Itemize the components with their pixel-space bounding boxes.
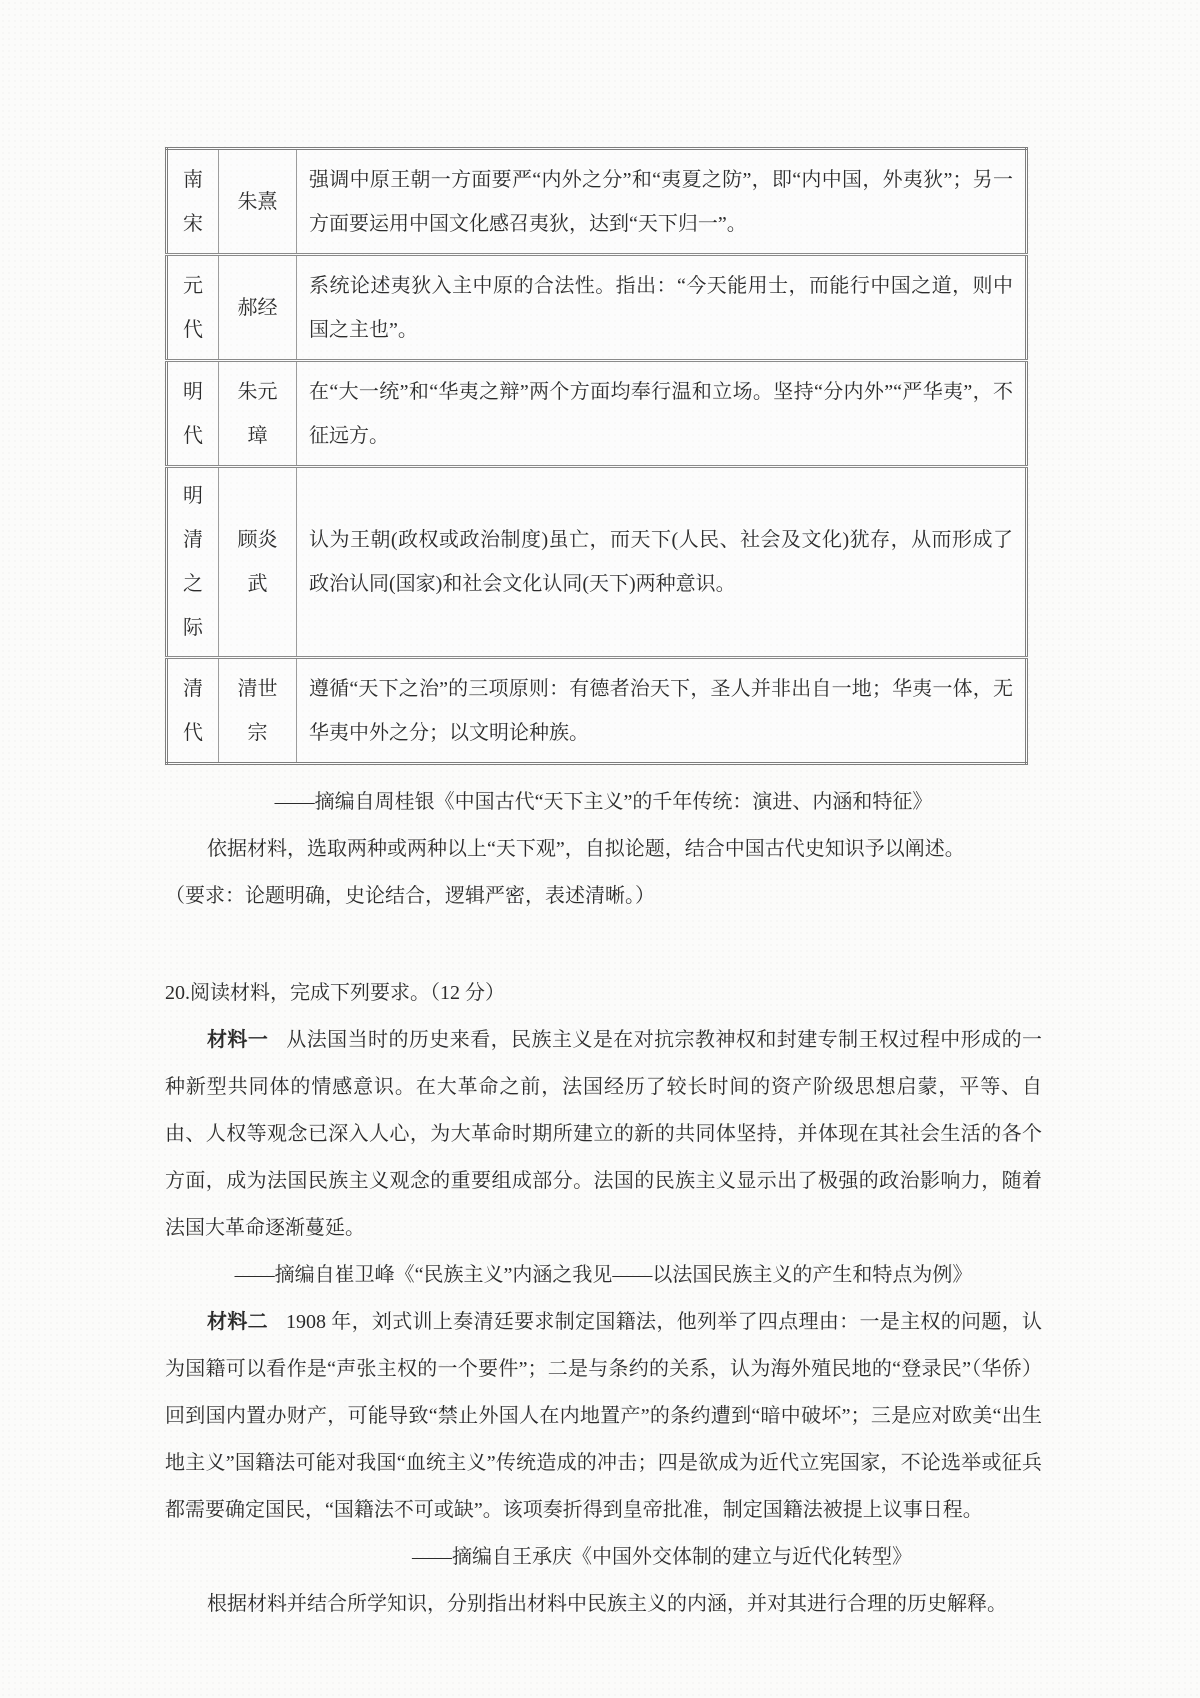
viewpoint-cell: 强调中原王朝一方面要严“内外之分”和“夷夏之防”，即“内中国，外夷狄”；另一方面要运用中国文化感召夷狄，达到“天下归一”。 bbox=[297, 149, 1027, 255]
table-row bbox=[167, 467, 1027, 658]
table-row bbox=[167, 361, 1027, 467]
material2-label: 材料二 bbox=[207, 1311, 268, 1333]
material1-citation: ——摘编自崔卫峰《“民族主义”内涵之我见——以法国民族主义的产生和特点为例》 bbox=[234, 1264, 973, 1286]
question19-task: 依据材料，选取两种或两种以上“天下观”，自拟论题，结合中国古代史知识予以阐述。 bbox=[207, 838, 965, 860]
material1-label: 材料一 bbox=[207, 1029, 269, 1051]
period-cell: 清代 bbox=[183, 677, 203, 744]
question20-stem: 20.阅读材料，完成下列要求。（12 分） bbox=[165, 982, 505, 1004]
person-cell: 朱熹 bbox=[219, 149, 297, 255]
person-cell: 顾炎武 bbox=[219, 467, 297, 658]
question20-task: 根据材料并结合所学知识，分别指出材料中民族主义的内涵，并对其进行合理的历史解释。 bbox=[207, 1593, 1007, 1615]
period-cell: 元代 bbox=[183, 274, 203, 341]
material1-paragraph bbox=[165, 1017, 1042, 1252]
period-cell: 南宋 bbox=[183, 168, 203, 235]
table-row bbox=[167, 255, 1027, 361]
viewpoint-cell: 认为王朝(政权或政治制度)虽亡，而天下(人民、社会及文化)犹存，从而形成了政治认同(国家)和社会文化认同(天下)两种意识。 bbox=[297, 467, 1027, 658]
material2-text: 1908 年，刘式训上奏清廷要求制定国籍法，他列举了四点理由：一是主权的问题，认为国籍可以看作是“声张主权的一个要件”；二是与条约的关系，认为海外殖民地的“登录民”（华侨）回到国内置办财产，可能导致“禁止外国人在内地置产”的条约遭到“暗中破坏”；三是应对欧美“出生地主义”国籍法可能对我国“血统主义”传统造成的冲击；四是欲成为近代立宪国家，不论选举或征兵都需要确定国民，“国籍法不可或缺”。该项奏折得到皇帝批准，制定国籍法被提上议事日程。 bbox=[165, 1311, 1043, 1521]
person-cell: 郝经 bbox=[219, 255, 297, 361]
page-content bbox=[165, 147, 1042, 1628]
viewpoint-cell: 在“大一统”和“华夷之辩”两个方面均奉行温和立场。坚持“分内外”“严华夷”，不征远方。 bbox=[297, 361, 1027, 467]
person-cell: 朱元璋 bbox=[219, 361, 297, 467]
table-source-citation: ——摘编自周桂银《中国古代“天下主义”的千年传统：演进、内涵和特征》 bbox=[274, 791, 933, 813]
person-cell: 清世宗 bbox=[219, 658, 297, 764]
tianxia-views-table bbox=[165, 147, 1028, 765]
viewpoint-cell: 系统论述夷狄入主中原的合法性。指出：“今天能用士，而能行中国之道，则中国之主也”。 bbox=[297, 255, 1027, 361]
tianxia-views-table-wrapper bbox=[165, 147, 1042, 765]
table-row bbox=[167, 658, 1027, 764]
period-cell: 明清之际 bbox=[183, 485, 203, 639]
material2-paragraph bbox=[165, 1299, 1042, 1534]
viewpoint-cell: 遵循“天下之治”的三项原则：有德者治天下，圣人并非出自一地；华夷一体，无华夷中外之分；以文明论种族。 bbox=[297, 658, 1027, 764]
question19-requirement: （要求：论题明确，史论结合，逻辑严密，表述清晰。） bbox=[165, 885, 655, 907]
table-row bbox=[167, 149, 1027, 255]
material2-citation: ——摘编自王承庆《中国外交体制的建立与近代化转型》 bbox=[412, 1546, 912, 1568]
material1-text: 从法国当时的历史来看，民族主义是在对抗宗教神权和封建专制王权过程中形成的一种新型共同体的情感意识。在大革命之前，法国经历了较长时间的资产阶级思想启蒙，平等、自由、人权等观念已深入人心，为大革命时期所建立的新的共同体坚持，并体现在其社会生活的各个方面，成为法国民族主义观念的重要组成部分。法国的民族主义显示出了极强的政治影响力，随着法国大革命逐渐蔓延。 bbox=[165, 1029, 1043, 1239]
period-cell: 明代 bbox=[183, 380, 203, 447]
